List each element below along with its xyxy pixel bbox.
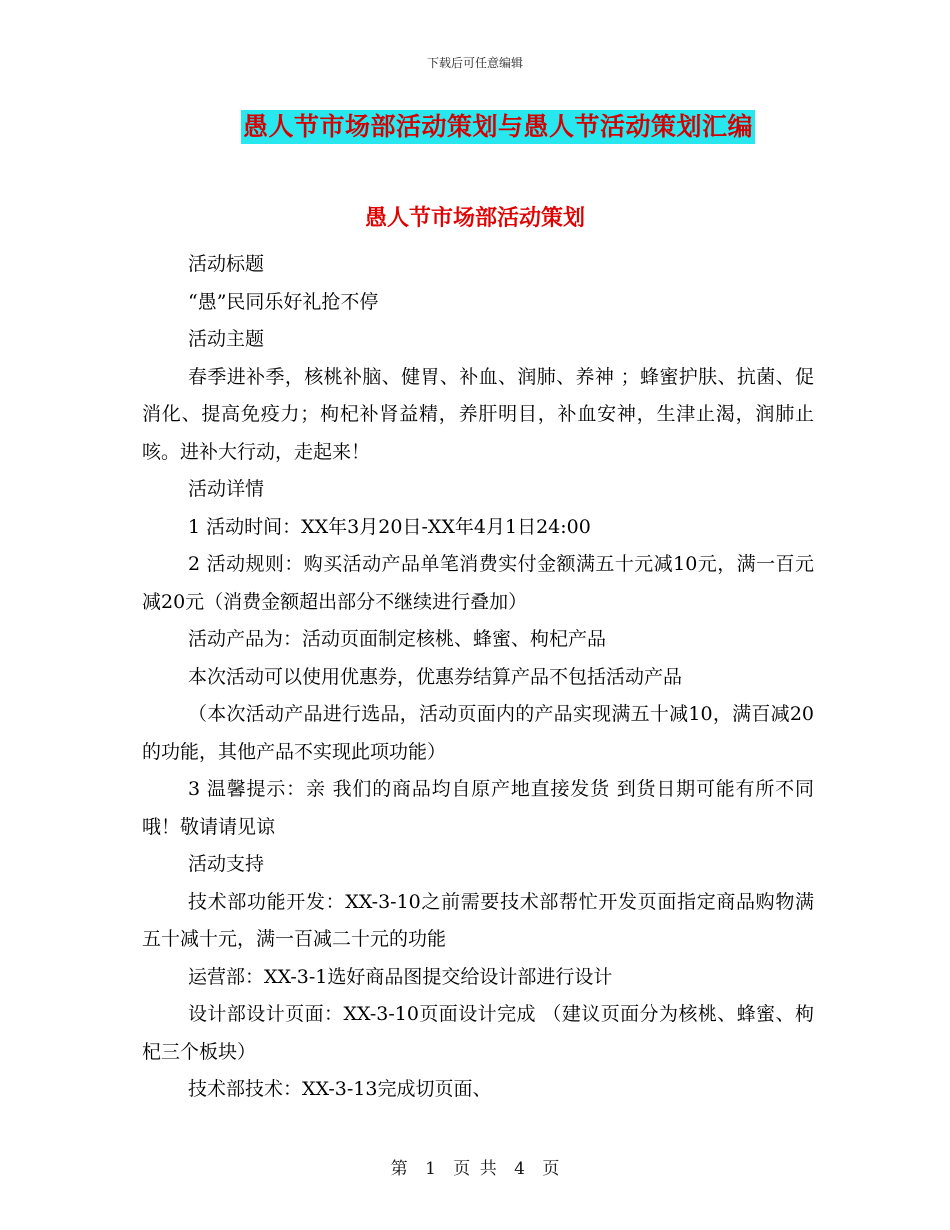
paragraph: 活动主题	[188, 328, 265, 350]
paragraph: 活动产品为：活动页面制定核桃、蜂蜜、枸杞产品	[188, 628, 607, 650]
section-title: 愚人节市场部活动策划	[364, 205, 585, 231]
paragraph: 活动标题	[188, 253, 265, 275]
paragraph: 活动详情	[188, 478, 265, 500]
header-note: 下载后可任意编辑	[426, 56, 523, 70]
paragraph: 2 活动规则：购买活动产品单笔消费实付金额满五十元减10元，满一百元减20元（消费金额超出部分不继续进行叠加）	[142, 553, 814, 613]
current-page-number: 1	[425, 1159, 436, 1179]
paragraph: “愚”民同乐好礼抢不停	[188, 290, 379, 313]
paragraph: 春季进补季，核桃补脑、健胃、补血、润肺、养神 ；蜂蜜护肤、抗菌、促消化、提高免疫力；枸杞补肾益精，养肝明目，补血安神，生津止渴，润肺止咳。进补大行动，走起来！	[142, 365, 814, 463]
footer-prefix: 第	[390, 1159, 408, 1179]
total-pages-number: 4	[514, 1159, 525, 1179]
page-footer	[0, 1154, 950, 1179]
paragraph: 技术部技术：XX-3-13完成切页面、	[188, 1078, 492, 1100]
paragraph: 运营部：XX-3-1选好商品图提交给设计部进行设计	[188, 965, 613, 988]
document-title: 愚人节市场部活动策划与愚人节活动策划汇编	[241, 110, 755, 144]
paragraph: （本次活动产品进行选品，活动页面内的产品实现满五十减10，满百减20的功能，其他产品不实现此项功能）	[142, 703, 814, 763]
paragraph: 技术部功能开发：XX-3-10之前需要技术部帮忙开发页面指定商品购物满五十减十元，满一百减二十元的功能	[142, 890, 814, 950]
paragraph: 设计部设计页面：XX-3-10页面设计完成 （建议页面分为核桃、蜂蜜、枸杞三个板块）	[142, 1003, 814, 1063]
main-title-container	[0, 110, 950, 144]
paragraph: 本次活动可以使用优惠券，优惠券结算产品不包括活动产品	[188, 665, 683, 688]
paragraph: 1 活动时间：XX年3月20日-XX年4月1日24:00	[188, 515, 591, 538]
paragraph: 3 温馨提示：亲 我们的商品均自原产地直接发货 到货日期可能有所不同哦！敬请请见谅	[142, 778, 814, 838]
document-body	[142, 246, 814, 1109]
footer-suffix: 页	[542, 1159, 560, 1179]
footer-middle: 页 共	[453, 1159, 497, 1179]
paragraph: 活动支持	[188, 853, 265, 875]
